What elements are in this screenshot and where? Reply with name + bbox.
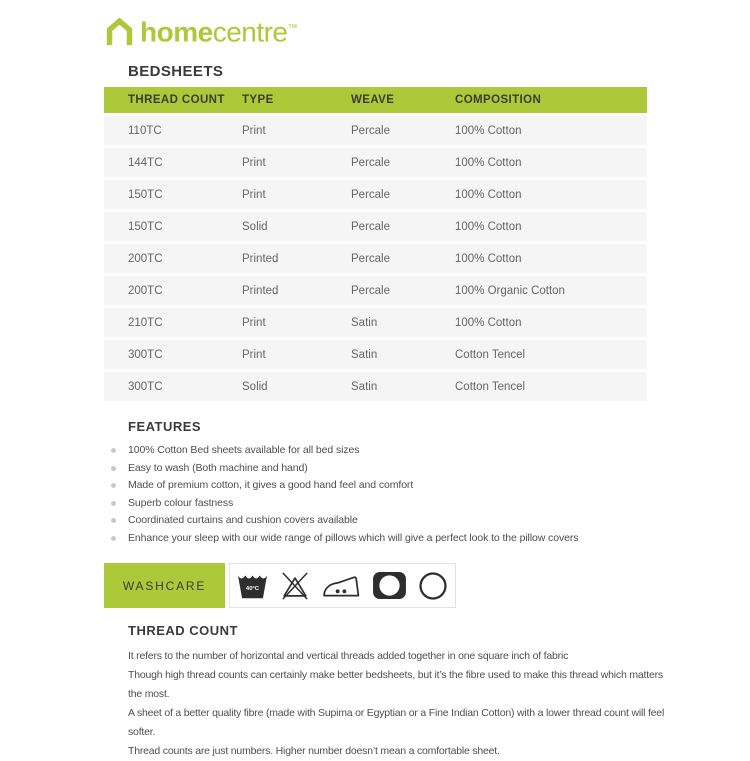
- feature-item: Enhance your sleep with our wide range of pillows which will give a perfect look to the pillow covers: [128, 530, 660, 548]
- homecentre-logo: [104, 15, 660, 47]
- trademark-symbol: ™: [287, 23, 298, 35]
- feature-item: Made of premium cotton, it gives a good hand feel and comfort: [128, 477, 660, 495]
- table-row: [104, 372, 647, 401]
- table-cell: Percale: [350, 180, 454, 209]
- table-cell: 100% Cotton: [454, 212, 647, 241]
- table-cell: 300TC: [104, 340, 241, 369]
- column-header: COMPOSITION: [454, 87, 647, 113]
- table-row: [104, 180, 647, 209]
- dry-clean-icon: [418, 571, 448, 601]
- feature-item: Superb colour fastness: [128, 495, 660, 513]
- washcare-section: [104, 563, 660, 608]
- table-cell: Print: [241, 116, 350, 145]
- table-cell: 100% Cotton: [454, 148, 647, 177]
- table-row: [104, 308, 647, 337]
- table-cell: Cotton Tencel: [454, 372, 647, 401]
- table-cell: Percale: [350, 116, 454, 145]
- table-row: [104, 244, 647, 273]
- wash-temp-label: 40°C: [245, 586, 260, 593]
- table-row: [104, 212, 647, 241]
- logo-text: [140, 14, 297, 47]
- table-cell: Percale: [350, 276, 454, 305]
- table-row: [104, 276, 647, 305]
- table-cell: Print: [241, 308, 350, 337]
- table-cell: 100% Cotton: [454, 180, 647, 209]
- table-header-row: [104, 87, 647, 113]
- table-body: [104, 116, 647, 401]
- table-cell: Print: [241, 340, 350, 369]
- table-cell: Printed: [241, 244, 350, 273]
- do-not-bleach-icon: [279, 571, 311, 601]
- table-cell: 300TC: [104, 372, 241, 401]
- features-list: [128, 442, 660, 547]
- thread-count-paragraph: Though high thread counts can certainly make better bedsheets, but it’s the fibre used to make this thread which matters the most.: [128, 669, 663, 700]
- column-header: WEAVE: [350, 87, 454, 113]
- table-cell: Print: [241, 180, 350, 209]
- washcare-icons-box: [229, 563, 456, 608]
- thread-count-paragraph: Thread counts are just numbers. Higher number doesn’t mean a comfortable sheet.: [128, 745, 500, 757]
- feature-item: Coordinated curtains and cushion covers available: [128, 512, 660, 530]
- table-cell: 200TC: [104, 276, 241, 305]
- table-cell: Cotton Tencel: [454, 340, 647, 369]
- table-cell: 144TC: [104, 148, 241, 177]
- table-cell: 210TC: [104, 308, 241, 337]
- table-cell: Percale: [350, 244, 454, 273]
- table-cell: Solid: [241, 372, 350, 401]
- feature-item: 100% Cotton Bed sheets available for all bed sizes: [128, 442, 660, 460]
- table-cell: 100% Cotton: [454, 116, 647, 145]
- column-header: TYPE: [241, 87, 350, 113]
- thread-count-paragraphs: [128, 647, 673, 761]
- table-cell: Printed: [241, 276, 350, 305]
- iron-two-dots-icon: [322, 571, 361, 600]
- table-row: [104, 340, 647, 369]
- house-icon: [104, 17, 135, 46]
- table-cell: Percale: [350, 148, 454, 177]
- feature-item: Easy to wash (Both machine and hand): [128, 460, 660, 478]
- wash-40c-icon: [237, 571, 268, 600]
- table-cell: 150TC: [104, 180, 241, 209]
- table-cell: Percale: [350, 212, 454, 241]
- page-title: BEDSHEETS: [128, 63, 224, 80]
- table-cell: Solid: [241, 212, 350, 241]
- table-row: [104, 116, 647, 145]
- thread-count-title: THREAD COUNT: [128, 623, 238, 638]
- thread-count-paragraph: A sheet of a better quality fibre (made with Supima or Egyptian or a Fine Indian Cotton) with a lower thread count will feel softer.: [128, 707, 665, 738]
- table-cell: Satin: [350, 372, 454, 401]
- table-cell: 100% Cotton: [454, 244, 647, 273]
- features-title: FEATURES: [128, 419, 202, 434]
- table-cell: 110TC: [104, 116, 241, 145]
- table-row: [104, 148, 647, 177]
- table-cell: 150TC: [104, 212, 241, 241]
- table-cell: 100% Organic Cotton: [454, 276, 647, 305]
- bedsheet-spec-table: [104, 84, 647, 404]
- logo-text-centre: centre: [212, 16, 288, 48]
- table-cell: Print: [241, 148, 350, 177]
- tumble-dry-icon: [372, 571, 407, 600]
- table-cell: Satin: [350, 340, 454, 369]
- logo-text-home: home: [140, 16, 213, 48]
- washcare-label: WASHCARE: [104, 563, 225, 608]
- table-cell: 100% Cotton: [454, 308, 647, 337]
- thread-count-paragraph: It refers to the number of horizontal and vertical threads added together in one square inch of fabric: [128, 650, 569, 662]
- table-cell: 200TC: [104, 244, 241, 273]
- column-header: THREAD COUNT: [104, 87, 241, 113]
- table-cell: Satin: [350, 308, 454, 337]
